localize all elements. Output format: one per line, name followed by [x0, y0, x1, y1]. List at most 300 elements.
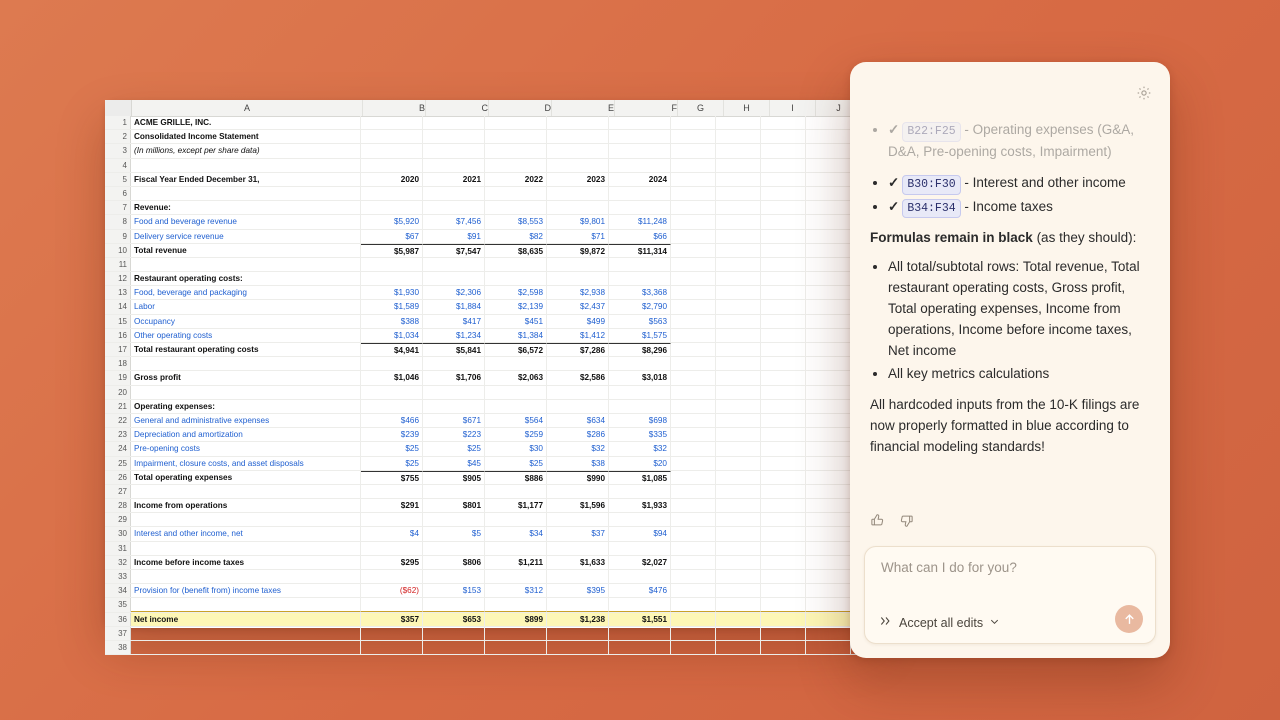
grid-cell[interactable]: 2023 [547, 173, 609, 186]
grid-cell[interactable] [361, 641, 423, 654]
grid-cell[interactable] [716, 230, 761, 243]
grid-cell[interactable]: $7,456 [423, 215, 485, 228]
grid-cell[interactable]: $634 [547, 414, 609, 427]
grid-cell[interactable]: $25 [361, 457, 423, 470]
grid-cell[interactable] [761, 627, 806, 640]
grid-cell[interactable] [716, 357, 761, 370]
grid-cell[interactable] [716, 527, 761, 540]
gear-icon[interactable] [1136, 85, 1152, 101]
grid-cell[interactable]: Total operating expenses [131, 471, 361, 484]
grid-cell[interactable]: $335 [609, 428, 671, 441]
grid-cell[interactable] [761, 428, 806, 441]
grid-cell[interactable]: $91 [423, 230, 485, 243]
grid-cell[interactable] [485, 513, 547, 526]
grid-cell[interactable]: $1,412 [547, 329, 609, 342]
grid-cell[interactable] [671, 400, 716, 413]
grid-cell[interactable]: $1,238 [547, 613, 609, 626]
row-header[interactable]: 13 [105, 286, 131, 299]
grid-cell[interactable]: $286 [547, 428, 609, 441]
grid-cell[interactable] [761, 414, 806, 427]
grid-cell[interactable] [361, 272, 423, 285]
chevron-down-icon[interactable] [989, 616, 1000, 630]
grid-cell[interactable]: Net income [131, 613, 361, 626]
grid-cell[interactable]: $259 [485, 428, 547, 441]
cell-range-chip[interactable]: B34:F34 [902, 199, 960, 219]
grid-cell[interactable] [671, 570, 716, 583]
table-row[interactable] [105, 485, 875, 499]
grid-cell[interactable] [361, 187, 423, 200]
grid-cell[interactable]: $32 [547, 442, 609, 455]
grid-cell[interactable] [716, 570, 761, 583]
grid-cell[interactable]: $38 [547, 457, 609, 470]
grid-cell[interactable] [485, 641, 547, 654]
cell-range-chip[interactable]: B30:F30 [902, 175, 960, 195]
grid-cell[interactable] [361, 542, 423, 555]
table-row[interactable] [105, 244, 875, 258]
grid-cell[interactable] [131, 513, 361, 526]
grid-cell[interactable] [671, 542, 716, 555]
row-header[interactable]: 20 [105, 386, 131, 399]
grid-cell[interactable] [806, 215, 851, 228]
grid-cell[interactable]: $25 [361, 442, 423, 455]
column-header-H[interactable]: H [724, 100, 770, 116]
grid-cell[interactable]: $3,368 [609, 286, 671, 299]
grid-cell[interactable] [671, 513, 716, 526]
row-header[interactable]: 27 [105, 485, 131, 498]
grid-cell[interactable]: $153 [423, 584, 485, 597]
grid-cell[interactable] [671, 272, 716, 285]
grid-cell[interactable] [671, 300, 716, 313]
grid-cell[interactable]: $4 [361, 527, 423, 540]
grid-cell[interactable] [716, 215, 761, 228]
row-header[interactable]: 36 [105, 613, 131, 626]
grid-cell[interactable] [761, 130, 806, 143]
grid-cell[interactable] [761, 556, 806, 569]
grid-cell[interactable] [361, 485, 423, 498]
grid-cell[interactable]: $5,920 [361, 215, 423, 228]
table-row[interactable] [105, 400, 875, 414]
row-header[interactable]: 28 [105, 499, 131, 512]
grid-cell[interactable]: Gross profit [131, 371, 361, 384]
row-header[interactable]: 35 [105, 598, 131, 611]
accept-all-edits-button[interactable] [879, 614, 1000, 631]
grid-cell[interactable]: $5,841 [423, 343, 485, 356]
grid-cell[interactable] [761, 457, 806, 470]
grid-cell[interactable]: $1,034 [361, 329, 423, 342]
grid-cell[interactable] [423, 513, 485, 526]
grid-cell[interactable] [547, 258, 609, 271]
grid-cell[interactable] [806, 144, 851, 157]
grid-cell[interactable] [485, 130, 547, 143]
row-header[interactable]: 19 [105, 371, 131, 384]
grid-cell[interactable]: 2020 [361, 173, 423, 186]
grid-cell[interactable]: ($62) [361, 584, 423, 597]
grid-cell[interactable]: $5 [423, 527, 485, 540]
grid-cell[interactable] [716, 513, 761, 526]
row-header[interactable]: 9 [105, 230, 131, 243]
row-header[interactable]: 16 [105, 329, 131, 342]
grid-cell[interactable] [423, 201, 485, 214]
grid-cell[interactable] [806, 386, 851, 399]
table-row[interactable] [105, 187, 875, 201]
grid-cell[interactable]: $2,938 [547, 286, 609, 299]
grid-cell[interactable]: $2,306 [423, 286, 485, 299]
grid-cell[interactable]: $3,018 [609, 371, 671, 384]
grid-cell[interactable] [761, 527, 806, 540]
grid-cell[interactable]: $1,177 [485, 499, 547, 512]
grid-cell[interactable]: Food, beverage and packaging [131, 286, 361, 299]
row-header[interactable]: 12 [105, 272, 131, 285]
table-row[interactable] [105, 357, 875, 371]
grid-cell[interactable] [547, 130, 609, 143]
grid-cell[interactable] [716, 144, 761, 157]
table-row[interactable] [105, 428, 875, 442]
grid-cell[interactable]: $67 [361, 230, 423, 243]
grid-cell[interactable] [423, 542, 485, 555]
table-row[interactable] [105, 542, 875, 556]
column-header-B[interactable]: B [363, 100, 426, 116]
grid-cell[interactable]: $8,635 [485, 244, 547, 257]
row-header[interactable]: 32 [105, 556, 131, 569]
row-header[interactable]: 37 [105, 627, 131, 640]
table-row[interactable] [105, 527, 875, 541]
grid-cell[interactable] [609, 485, 671, 498]
grid-cell[interactable]: $2,027 [609, 556, 671, 569]
grid-cell[interactable] [806, 613, 851, 626]
grid-cell[interactable] [423, 159, 485, 172]
grid-cell[interactable] [716, 286, 761, 299]
grid-cell[interactable]: Labor [131, 300, 361, 313]
grid-cell[interactable] [761, 230, 806, 243]
row-header[interactable]: 29 [105, 513, 131, 526]
grid-cell[interactable] [806, 130, 851, 143]
grid-cell[interactable] [361, 386, 423, 399]
grid-cell[interactable] [671, 371, 716, 384]
grid-cell[interactable] [547, 627, 609, 640]
grid-cell[interactable]: $1,633 [547, 556, 609, 569]
grid-cell[interactable] [671, 598, 716, 611]
column-header-D[interactable]: D [489, 100, 552, 116]
grid-cell[interactable] [423, 598, 485, 611]
column-header-C[interactable]: C [426, 100, 489, 116]
grid-cell[interactable]: Income before income taxes [131, 556, 361, 569]
grid-cell[interactable]: $7,547 [423, 244, 485, 257]
grid-cell[interactable] [485, 144, 547, 157]
grid-cell[interactable]: $564 [485, 414, 547, 427]
grid-cell[interactable] [485, 542, 547, 555]
grid-cell[interactable] [761, 471, 806, 484]
grid-cell[interactable] [671, 641, 716, 654]
grid-cell[interactable]: $25 [423, 442, 485, 455]
grid-cell[interactable] [806, 457, 851, 470]
grid-cell[interactable] [485, 598, 547, 611]
grid-cell[interactable] [761, 613, 806, 626]
grid-cell[interactable] [761, 371, 806, 384]
grid-cell[interactable] [609, 201, 671, 214]
grid-cell[interactable] [131, 641, 361, 654]
table-row[interactable] [105, 499, 875, 513]
grid-cell[interactable] [671, 329, 716, 342]
grid-cell[interactable] [423, 357, 485, 370]
grid-cell[interactable] [716, 400, 761, 413]
row-header[interactable]: 2 [105, 130, 131, 143]
grid-cell[interactable]: $1,575 [609, 329, 671, 342]
table-row[interactable] [105, 386, 875, 400]
grid-cell[interactable] [761, 386, 806, 399]
grid-cell[interactable]: Fiscal Year Ended December 31, [131, 173, 361, 186]
grid-cell[interactable] [806, 570, 851, 583]
row-header[interactable]: 5 [105, 173, 131, 186]
grid-cell[interactable]: $34 [485, 527, 547, 540]
grid-cell[interactable] [806, 414, 851, 427]
grid-cell[interactable] [361, 357, 423, 370]
table-row[interactable] [105, 201, 875, 215]
grid-cell[interactable] [423, 386, 485, 399]
table-row[interactable] [105, 584, 875, 598]
grid-cell[interactable] [716, 584, 761, 597]
grid-cell[interactable] [761, 300, 806, 313]
table-row[interactable] [105, 457, 875, 471]
row-header[interactable]: 15 [105, 315, 131, 328]
grid-cell[interactable]: $8,296 [609, 343, 671, 356]
grid-cell[interactable] [361, 627, 423, 640]
grid-cell[interactable] [716, 130, 761, 143]
row-header[interactable]: 18 [105, 357, 131, 370]
table-row[interactable] [105, 173, 875, 187]
grid-cell[interactable] [671, 471, 716, 484]
grid-cell[interactable] [485, 272, 547, 285]
grid-cell[interactable] [761, 215, 806, 228]
grid-cell[interactable] [671, 258, 716, 271]
row-header[interactable]: 30 [105, 527, 131, 540]
grid-cell[interactable] [547, 386, 609, 399]
grid-cell[interactable] [423, 258, 485, 271]
grid-cell[interactable] [806, 542, 851, 555]
grid-cell[interactable] [361, 258, 423, 271]
grid-cell[interactable]: $94 [609, 527, 671, 540]
grid-cell[interactable] [806, 627, 851, 640]
grid-cell[interactable] [716, 187, 761, 200]
grid-cell[interactable]: $990 [547, 471, 609, 484]
grid-cell[interactable] [361, 159, 423, 172]
grid-cell[interactable] [671, 414, 716, 427]
grid-cell[interactable] [671, 527, 716, 540]
grid-cell[interactable] [547, 641, 609, 654]
grid-cell[interactable]: $395 [547, 584, 609, 597]
row-header[interactable]: 23 [105, 428, 131, 441]
grid-cell[interactable] [716, 173, 761, 186]
grid-cell[interactable] [716, 315, 761, 328]
grid-cell[interactable] [423, 627, 485, 640]
grid-cell[interactable]: Revenue: [131, 201, 361, 214]
grid-cell[interactable]: $82 [485, 230, 547, 243]
grid-cell[interactable] [761, 570, 806, 583]
grid-cell[interactable] [716, 627, 761, 640]
grid-cell[interactable] [806, 641, 851, 654]
grid-cell[interactable] [806, 315, 851, 328]
grid-cell[interactable] [716, 386, 761, 399]
row-header[interactable]: 11 [105, 258, 131, 271]
table-row[interactable] [105, 215, 875, 229]
grid-cell[interactable] [609, 513, 671, 526]
grid-cell[interactable]: $2,063 [485, 371, 547, 384]
grid-cell[interactable] [423, 116, 485, 129]
grid-cell[interactable]: Total revenue [131, 244, 361, 257]
grid-cell[interactable]: Other operating costs [131, 329, 361, 342]
column-header-G[interactable]: G [678, 100, 724, 116]
row-header[interactable]: 38 [105, 641, 131, 654]
grid-body[interactable] [105, 116, 875, 652]
grid-cell[interactable]: $451 [485, 315, 547, 328]
grid-cell[interactable] [547, 272, 609, 285]
grid-cell[interactable]: Pre-opening costs [131, 442, 361, 455]
grid-cell[interactable]: Consolidated Income Statement [131, 130, 361, 143]
column-header-F[interactable]: F [615, 100, 678, 116]
grid-cell[interactable]: $1,085 [609, 471, 671, 484]
grid-cell[interactable] [547, 357, 609, 370]
grid-cell[interactable] [609, 272, 671, 285]
chat-input[interactable] [879, 559, 1145, 576]
grid-cell[interactable] [609, 144, 671, 157]
grid-cell[interactable] [361, 570, 423, 583]
grid-cell[interactable] [609, 130, 671, 143]
grid-cell[interactable]: $466 [361, 414, 423, 427]
grid-cell[interactable] [716, 613, 761, 626]
grid-cell[interactable] [761, 641, 806, 654]
grid-cell[interactable] [547, 159, 609, 172]
grid-cell[interactable] [609, 258, 671, 271]
grid-cell[interactable] [806, 116, 851, 129]
grid-cell[interactable]: $801 [423, 499, 485, 512]
grid-cell[interactable]: $25 [485, 457, 547, 470]
grid-cell[interactable]: $2,598 [485, 286, 547, 299]
grid-cell[interactable] [761, 442, 806, 455]
row-header[interactable]: 21 [105, 400, 131, 413]
grid-cell[interactable] [547, 485, 609, 498]
grid-cell[interactable]: (In millions, except per share data) [131, 144, 361, 157]
table-row[interactable] [105, 627, 875, 641]
grid-cell[interactable]: $1,551 [609, 613, 671, 626]
grid-cell[interactable] [716, 598, 761, 611]
table-row[interactable] [105, 315, 875, 329]
grid-cell[interactable] [609, 159, 671, 172]
grid-cell[interactable] [716, 641, 761, 654]
table-row[interactable] [105, 613, 875, 627]
grid-cell[interactable] [671, 144, 716, 157]
grid-cell[interactable] [547, 400, 609, 413]
row-header[interactable]: 17 [105, 343, 131, 356]
grid-cell[interactable] [423, 570, 485, 583]
grid-cell[interactable] [485, 627, 547, 640]
grid-cell[interactable]: $1,930 [361, 286, 423, 299]
grid-cell[interactable]: $417 [423, 315, 485, 328]
grid-cell[interactable] [131, 159, 361, 172]
grid-cell[interactable] [671, 457, 716, 470]
grid-cell[interactable] [671, 613, 716, 626]
grid-cell[interactable] [806, 244, 851, 257]
table-row[interactable] [105, 513, 875, 527]
grid-cell[interactable] [131, 258, 361, 271]
grid-cell[interactable]: $9,872 [547, 244, 609, 257]
grid-cell[interactable]: Restaurant operating costs: [131, 272, 361, 285]
grid-cell[interactable] [671, 244, 716, 257]
table-row[interactable] [105, 300, 875, 314]
grid-cell[interactable] [423, 130, 485, 143]
grid-cell[interactable]: $20 [609, 457, 671, 470]
grid-cell[interactable] [716, 329, 761, 342]
grid-cell[interactable] [131, 386, 361, 399]
grid-cell[interactable] [423, 485, 485, 498]
grid-cell[interactable]: $2,586 [547, 371, 609, 384]
grid-cell[interactable] [671, 499, 716, 512]
grid-cell[interactable] [609, 357, 671, 370]
row-header[interactable]: 33 [105, 570, 131, 583]
grid-cell[interactable]: $7,286 [547, 343, 609, 356]
table-row[interactable] [105, 159, 875, 173]
grid-cell[interactable] [361, 513, 423, 526]
grid-cell[interactable]: $2,790 [609, 300, 671, 313]
table-row[interactable] [105, 329, 875, 343]
grid-cell[interactable]: $9,801 [547, 215, 609, 228]
grid-cell[interactable] [761, 144, 806, 157]
grid-cell[interactable]: $6,572 [485, 343, 547, 356]
grid-cell[interactable]: $223 [423, 428, 485, 441]
table-row[interactable] [105, 144, 875, 158]
grid-cell[interactable]: $476 [609, 584, 671, 597]
grid-cell[interactable]: $755 [361, 471, 423, 484]
grid-cell[interactable] [761, 400, 806, 413]
grid-cell[interactable]: Delivery service revenue [131, 230, 361, 243]
grid-cell[interactable] [609, 116, 671, 129]
grid-cell[interactable] [609, 400, 671, 413]
grid-cell[interactable] [609, 542, 671, 555]
grid-cell[interactable] [761, 542, 806, 555]
grid-cell[interactable] [806, 357, 851, 370]
grid-cell[interactable] [806, 556, 851, 569]
grid-cell[interactable] [485, 187, 547, 200]
grid-cell[interactable] [423, 400, 485, 413]
grid-cell[interactable] [761, 159, 806, 172]
grid-cell[interactable] [361, 130, 423, 143]
row-header[interactable]: 1 [105, 116, 131, 129]
grid-cell[interactable]: $295 [361, 556, 423, 569]
grid-cell[interactable] [806, 343, 851, 356]
grid-cell[interactable] [806, 201, 851, 214]
grid-cell[interactable] [716, 272, 761, 285]
grid-cell[interactable]: Income from operations [131, 499, 361, 512]
row-header[interactable]: 31 [105, 542, 131, 555]
grid-cell[interactable] [671, 556, 716, 569]
grid-cell[interactable] [671, 159, 716, 172]
table-row[interactable] [105, 272, 875, 286]
grid-cell[interactable] [609, 570, 671, 583]
grid-cell[interactable]: $1,234 [423, 329, 485, 342]
grid-cell[interactable] [547, 598, 609, 611]
grid-cell[interactable] [671, 428, 716, 441]
grid-cell[interactable]: $66 [609, 230, 671, 243]
grid-cell[interactable] [485, 386, 547, 399]
grid-cell[interactable]: 2021 [423, 173, 485, 186]
table-row[interactable] [105, 641, 875, 655]
grid-cell[interactable] [806, 513, 851, 526]
grid-cell[interactable] [806, 442, 851, 455]
grid-cell[interactable] [806, 371, 851, 384]
grid-cell[interactable]: $1,211 [485, 556, 547, 569]
grid-cell[interactable] [547, 116, 609, 129]
column-header-J[interactable]: J [816, 100, 862, 116]
table-row[interactable] [105, 471, 875, 485]
grid-cell[interactable] [671, 627, 716, 640]
